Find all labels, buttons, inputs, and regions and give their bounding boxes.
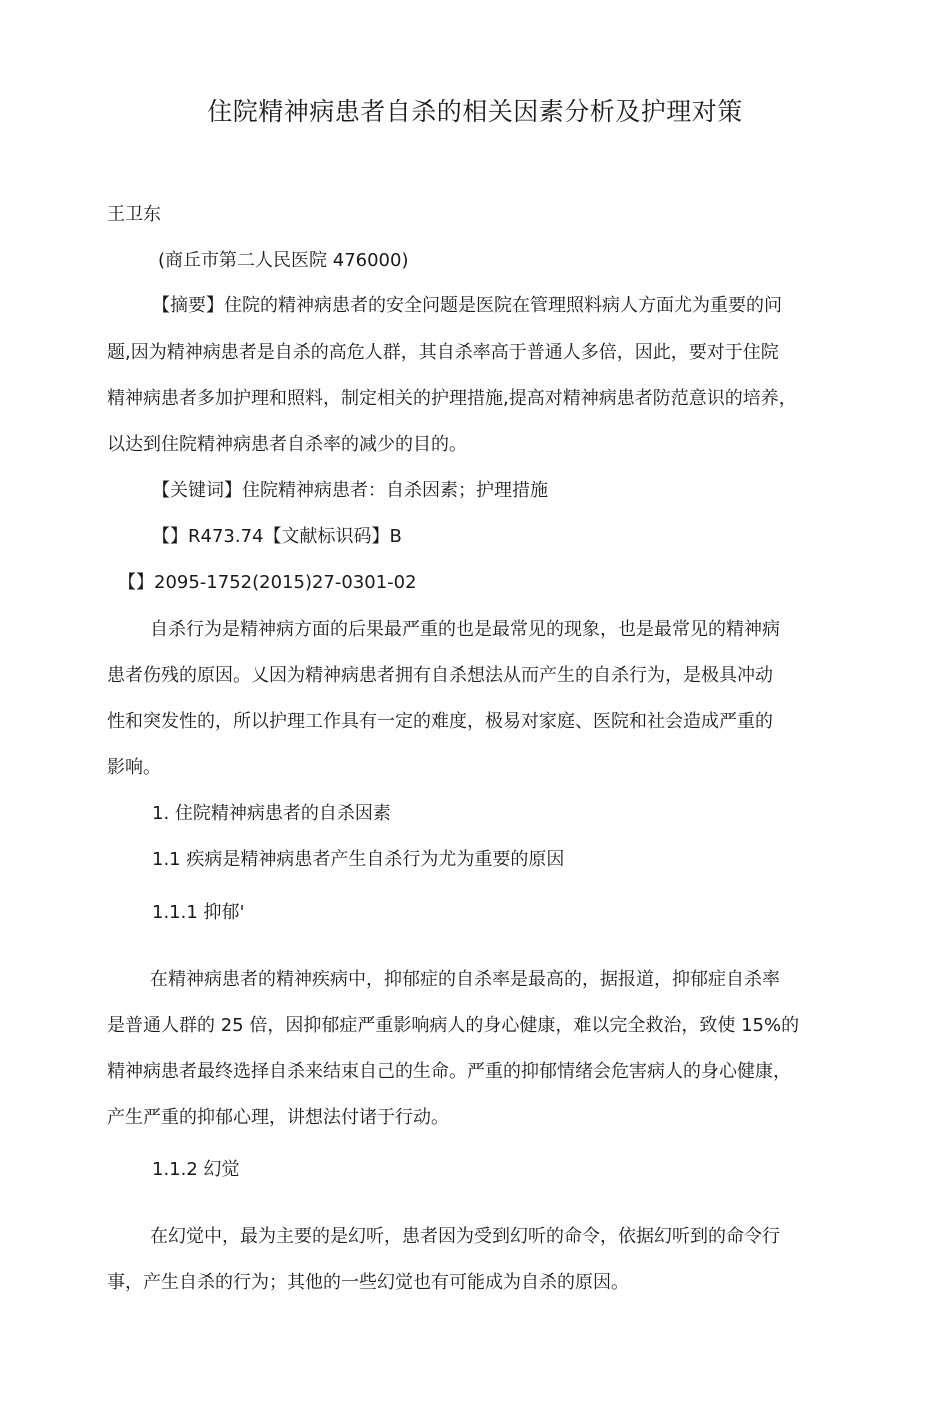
body-line: 精神病患者最终选择自杀来结束自己的生命。严重的抑郁情绪会危害病人的身心健康， <box>107 1061 791 1082</box>
abstract-line: 住院的精神病患者的安全问题是医院在管理照料病人方面尤为重要的问 <box>224 295 782 316</box>
abstract-line: 题,因为精神病患者是自杀的高危人群，其自杀率高于普通人多倍，因此，要对于住院 <box>107 342 779 363</box>
abstract-first-line <box>152 293 782 319</box>
body-line: 是普通人群的 25 倍，因抑郁症严重影响病人的身心健康，难以完全救治，致使 15%的 <box>107 1015 800 1036</box>
section-heading: 1. 住院精神病患者的自杀因素 <box>152 803 391 824</box>
body-line: 在幻觉中，最为主要的是幻听，患者因为受到幻听的命令，依据幻听到的命令行 <box>150 1226 780 1247</box>
intro-line: 性和突发性的，所以护理工作具有一定的难度，极易对家庭、医院和社会造成严重的 <box>107 711 773 732</box>
classification-line: 【】R473.74【文献标识码】B <box>152 526 402 547</box>
subsubsection-heading: 1.1.1 抑郁' <box>152 902 245 923</box>
paper-title: 住院精神病患者自杀的相关因素分析及护理对策 <box>207 97 743 126</box>
intro-line: 影响。 <box>107 757 161 778</box>
intro-line: 自杀行为是精神病方面的后果最严重的也是最常见的现象，也是最常见的精神病 <box>150 619 780 640</box>
author-affiliation: (商丘市第二人民医院 476000) <box>158 250 409 271</box>
keywords-line: 【关键词】住院精神病患者：自杀因素；护理措施 <box>152 480 548 501</box>
abstract-line: 以达到住院精神病患者自杀率的减少的目的。 <box>107 434 467 455</box>
body-line: 产生严重的抑郁心理，讲想法付诸于行动。 <box>107 1107 449 1128</box>
abstract-label: 【摘要】 <box>152 295 224 316</box>
body-line: 在精神病患者的精神疾病中，抑郁症的自杀率是最高的，据报道，抑郁症自杀率 <box>150 969 780 990</box>
article-id-line: 【】2095-1752(2015)27-0301-02 <box>118 572 417 593</box>
author-name: 王卫东 <box>107 204 161 225</box>
abstract-line: 精神病患者多加护理和照料，制定相关的护理措施,提高对精神病患者防范意识的培养， <box>107 388 797 409</box>
subsubsection-heading: 1.1.2 幻觉 <box>152 1159 240 1180</box>
body-line: 事，产生自杀的行为；其他的一些幻觉也有可能成为自杀的原因。 <box>107 1272 629 1293</box>
intro-line: 患者伤残的原因。乂因为精神病患者拥有自杀想法从而产生的自杀行为，是极具冲动 <box>107 665 773 686</box>
subsection-heading: 1.1 疾病是精神病患者产生自杀行为尤为重要的原因 <box>152 849 565 870</box>
